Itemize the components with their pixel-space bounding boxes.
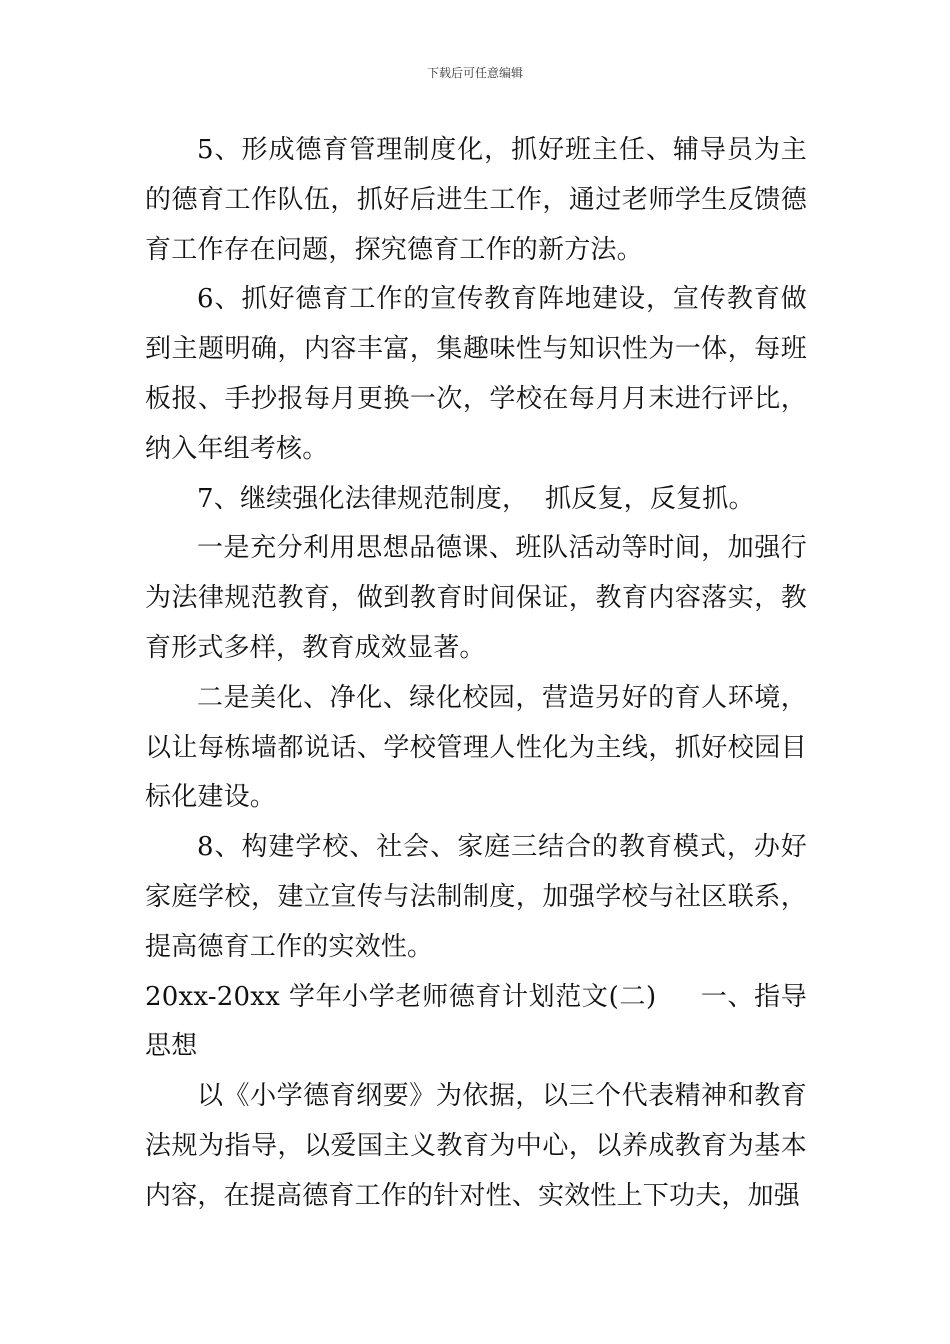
paragraph-second-point: 二是美化、净化、绿化校园，营造另好的育人环境，以让每栋墙都说话、学校管理人性化为主线，抓好校园目标化建设。 [145,682,807,813]
paragraph-guiding-thought: 以《小学德育纲要》为依据，以三个代表精神和教育法规为指导，以爱国主义教育为中心，以养成教育为基本内容，在提高德育工作的针对性、实效性上下功夫，加强 [145,1081,807,1211]
paragraph-item-5: 5、形成德育管理制度化，抓好班主任、辅导员为主的德育工作队伍，抓好后进生工作，通过老师学生反馈德育工作存在问题，探究德育工作的新方法。 [145,135,807,265]
paragraph-item-8: 8、构建学校、社会、家庭三结合的教育模式，办好家庭学校，建立宣传与法制制度，加强学校与社区联系，提高德育工作的实效性。 [145,832,807,962]
paragraph-item-6: 6、抓好德育工作的宣传教育阵地建设，宣传教育做到主题明确，内容丰富，集趣味性与知识性为一体，每班板报、手抄报每月更换一次，学校在每月月末进行评比，纳入年组考核。 [145,284,807,464]
document-body [145,126,807,1222]
page-header-note: 下载后可任意编辑 [426,66,523,80]
paragraph-item-7: 7、继续强化法律规范制度， 抓反复，反复抓。 [197,483,755,514]
paragraph-first-point: 一是充分利用思想品德课、班队活动等时间，加强行为法律规范教育，做到教育时间保证，教育内容落实，教育形式多样，教育成效显著。 [145,533,807,663]
section-heading: 20xx-20xx 学年小学老师德育计划范文(二) 一、指导思想 [145,981,807,1062]
